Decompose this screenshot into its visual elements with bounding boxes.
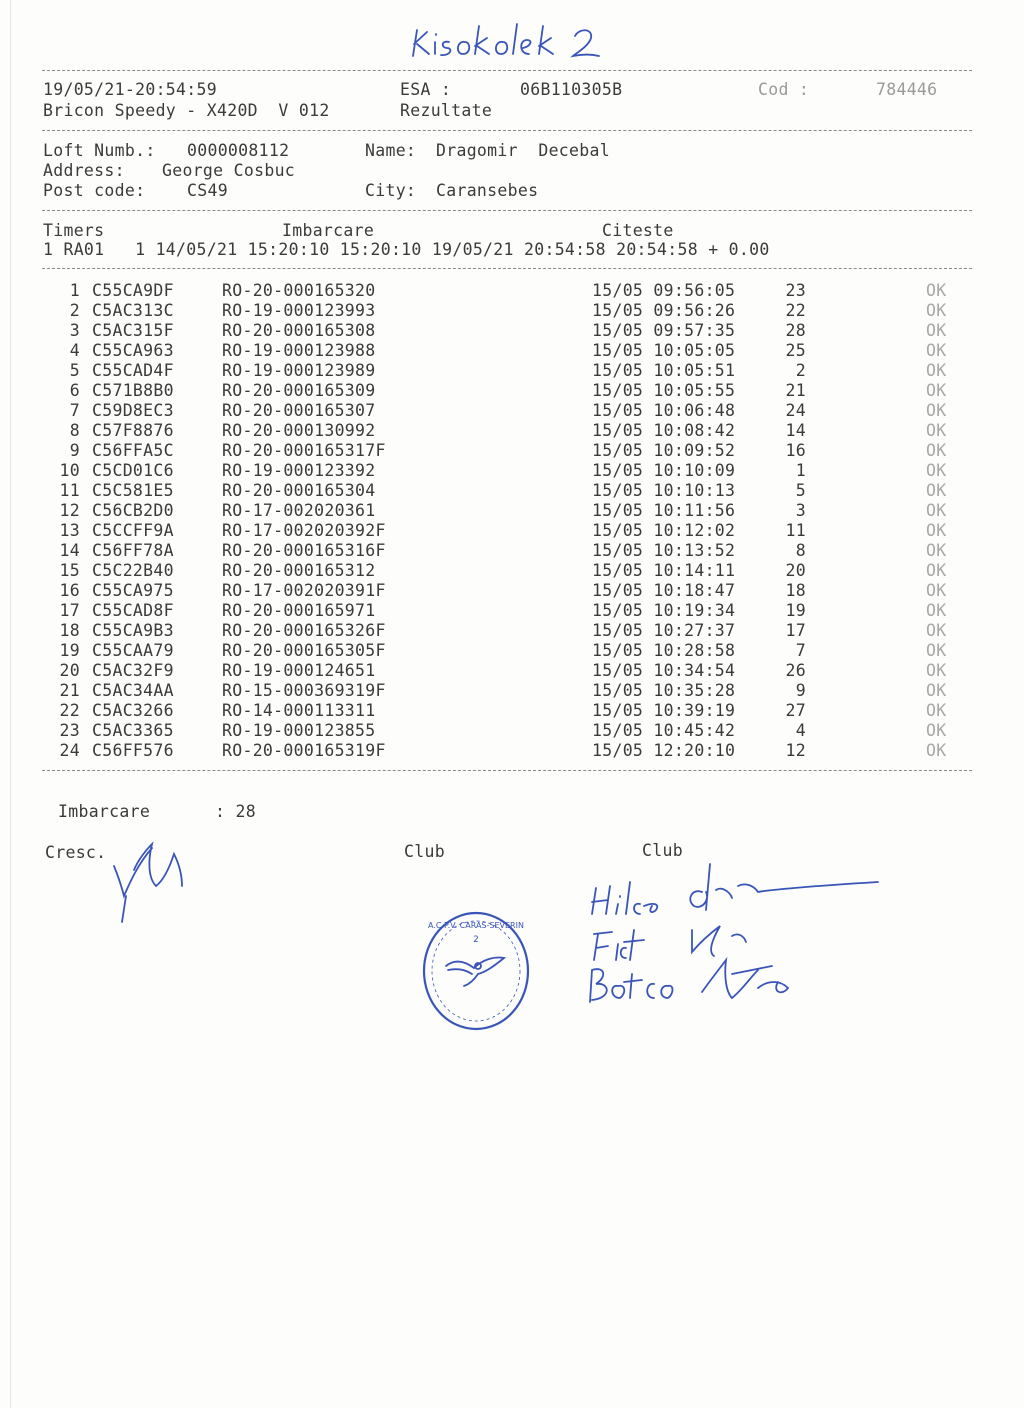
status-badge: OK bbox=[926, 561, 947, 580]
table-row bbox=[0, 601, 1024, 621]
status-badge: OK bbox=[926, 741, 947, 760]
basket-order: 14 bbox=[785, 421, 806, 440]
row-number: 11 bbox=[59, 481, 80, 500]
ring-number: RO-19-000123392 bbox=[222, 461, 376, 480]
row-number: 4 bbox=[69, 341, 80, 360]
row-number: 20 bbox=[59, 661, 80, 680]
status-badge: OK bbox=[926, 581, 947, 600]
arrival-time: 15/05 10:13:52 bbox=[592, 541, 736, 560]
arrival-time: 15/05 10:11:56 bbox=[592, 501, 736, 520]
ring-number: RO-19-000123993 bbox=[222, 301, 376, 320]
loft-number: 0000008112 bbox=[187, 141, 290, 160]
basket-order: 3 bbox=[795, 501, 806, 520]
ring-number: RO-19-000123989 bbox=[222, 361, 376, 380]
basket-order: 21 bbox=[785, 381, 806, 400]
basket-order: 27 bbox=[785, 701, 806, 720]
chip-id: C55CAA79 bbox=[92, 641, 174, 660]
ring-number: RO-20-000165307 bbox=[222, 401, 376, 420]
row-number: 17 bbox=[59, 601, 80, 620]
basket-order: 12 bbox=[785, 741, 806, 760]
club-signatures bbox=[582, 852, 882, 1012]
table-row bbox=[0, 561, 1024, 581]
cresc-label: Cresc. bbox=[45, 843, 107, 862]
club-label: Club bbox=[642, 841, 683, 860]
arrival-time: 15/05 10:10:09 bbox=[592, 461, 736, 480]
status-badge: OK bbox=[926, 541, 947, 560]
arrival-time: 15/05 10:34:54 bbox=[592, 661, 736, 680]
basket-order: 5 bbox=[795, 481, 806, 500]
club-label: Club bbox=[404, 842, 445, 861]
table-row bbox=[0, 401, 1024, 421]
address-label: Address: bbox=[43, 161, 125, 180]
row-number: 5 bbox=[69, 361, 80, 380]
chip-id: C5AC313C bbox=[92, 301, 174, 320]
ring-number: RO-17-002020391F bbox=[222, 581, 386, 600]
city-value: Caransebes bbox=[436, 181, 539, 200]
chip-id: C56FFA5C bbox=[92, 441, 174, 460]
status-badge: OK bbox=[926, 281, 947, 300]
report-mode: Rezultate bbox=[400, 101, 493, 120]
table-row bbox=[0, 361, 1024, 381]
table-row bbox=[0, 301, 1024, 321]
status-badge: OK bbox=[926, 641, 947, 660]
row-number: 12 bbox=[59, 501, 80, 520]
chip-id: C57F8876 bbox=[92, 421, 174, 440]
arrival-time: 15/05 09:57:35 bbox=[592, 321, 736, 340]
status-badge: OK bbox=[926, 501, 947, 520]
chip-id: C56FF78A bbox=[92, 541, 174, 560]
breeder-signature-graphic bbox=[108, 830, 198, 926]
chip-id: C59D8EC3 bbox=[92, 401, 174, 420]
basket-order: 20 bbox=[785, 561, 806, 580]
ring-number: RO-20-000165326F bbox=[222, 621, 386, 640]
status-badge: OK bbox=[926, 301, 947, 320]
basket-order: 8 bbox=[795, 541, 806, 560]
ring-number: RO-19-000123855 bbox=[222, 721, 376, 740]
basket-order: 18 bbox=[785, 581, 806, 600]
table-row bbox=[0, 661, 1024, 681]
basket-order: 28 bbox=[785, 321, 806, 340]
basket-order: 1 bbox=[795, 461, 806, 480]
row-number: 18 bbox=[59, 621, 80, 640]
table-row bbox=[0, 681, 1024, 701]
status-badge: OK bbox=[926, 341, 947, 360]
table-row bbox=[0, 521, 1024, 541]
table-row bbox=[0, 621, 1024, 641]
table-row bbox=[0, 381, 1024, 401]
device-info: Bricon Speedy - X420D V 012 bbox=[43, 101, 330, 120]
basket-order: 23 bbox=[785, 281, 806, 300]
table-row bbox=[0, 461, 1024, 481]
chip-id: C55CA975 bbox=[92, 581, 174, 600]
arrival-time: 15/05 10:09:52 bbox=[592, 441, 736, 460]
table-row bbox=[0, 441, 1024, 461]
chip-id: C5AC34AA bbox=[92, 681, 174, 700]
ring-number: RO-20-000165316F bbox=[222, 541, 386, 560]
name-label: Name: bbox=[365, 141, 417, 160]
basket-order: 11 bbox=[785, 521, 806, 540]
post-code-value: CS49 bbox=[187, 181, 228, 200]
imbarcare-total-value: : 28 bbox=[215, 802, 256, 821]
row-number: 21 bbox=[59, 681, 80, 700]
fancier-name: Dragomir Decebal bbox=[436, 141, 610, 160]
ring-number: RO-20-000165317F bbox=[222, 441, 386, 460]
chip-id: C55CA9DF bbox=[92, 281, 174, 300]
status-badge: OK bbox=[926, 321, 947, 340]
arrival-time: 15/05 10:28:58 bbox=[592, 641, 736, 660]
table-row bbox=[0, 721, 1024, 741]
chip-id: C56FF576 bbox=[92, 741, 174, 760]
chip-id: C5AC3365 bbox=[92, 721, 174, 740]
arrival-time: 15/05 10:05:55 bbox=[592, 381, 736, 400]
chip-id: C5C22B40 bbox=[92, 561, 174, 580]
table-row bbox=[0, 641, 1024, 661]
timer-row: 1 RA01 1 14/05/21 15:20:10 15:20:10 19/05/21 20:54:58 20:54:58 + 0.00 bbox=[43, 240, 770, 259]
row-number: 14 bbox=[59, 541, 80, 560]
arrival-time: 15/05 10:39:19 bbox=[592, 701, 736, 720]
status-badge: OK bbox=[926, 681, 947, 700]
row-number: 6 bbox=[69, 381, 80, 400]
arrival-time: 15/05 10:35:28 bbox=[592, 681, 736, 700]
basket-order: 4 bbox=[795, 721, 806, 740]
basket-order: 2 bbox=[795, 361, 806, 380]
row-number: 19 bbox=[59, 641, 80, 660]
table-row bbox=[0, 281, 1024, 301]
row-number: 15 bbox=[59, 561, 80, 580]
cod-label: Cod : bbox=[758, 80, 810, 99]
basket-order: 22 bbox=[785, 301, 806, 320]
basket-order: 25 bbox=[785, 341, 806, 360]
imbarcare-total-label: Imbarcare bbox=[58, 802, 151, 821]
basket-order: 24 bbox=[785, 401, 806, 420]
chip-id: C55CAD8F bbox=[92, 601, 174, 620]
row-number: 7 bbox=[69, 401, 80, 420]
chip-id: C5C581E5 bbox=[92, 481, 174, 500]
row-number: 13 bbox=[59, 521, 80, 540]
status-badge: OK bbox=[926, 721, 947, 740]
stamp-text: A.C.P.V. CARAS-SEVERIN bbox=[428, 921, 524, 930]
status-badge: OK bbox=[926, 701, 947, 720]
ring-number: RO-20-000165320 bbox=[222, 281, 376, 300]
stamp-number: 2 bbox=[473, 935, 479, 945]
status-badge: OK bbox=[926, 521, 947, 540]
row-number: 9 bbox=[69, 441, 80, 460]
arrival-time: 15/05 10:10:13 bbox=[592, 481, 736, 500]
address-value: George Cosbuc bbox=[162, 161, 296, 180]
table-row bbox=[0, 321, 1024, 341]
basket-order: 26 bbox=[785, 661, 806, 680]
table-row bbox=[0, 581, 1024, 601]
row-number: 24 bbox=[59, 741, 80, 760]
basket-order: 16 bbox=[785, 441, 806, 460]
arrival-time: 15/05 10:05:05 bbox=[592, 341, 736, 360]
club-stamp bbox=[418, 908, 534, 1034]
club-signatures-graphic bbox=[582, 852, 882, 1012]
table-row bbox=[0, 741, 1024, 761]
row-number: 23 bbox=[59, 721, 80, 740]
arrival-time: 15/05 10:14:11 bbox=[592, 561, 736, 580]
table-row bbox=[0, 541, 1024, 561]
separator-line bbox=[42, 770, 972, 771]
table-row bbox=[0, 421, 1024, 441]
city-label: City: bbox=[365, 181, 417, 200]
table-row bbox=[0, 701, 1024, 721]
chip-id: C5CD01C6 bbox=[92, 461, 174, 480]
esa-value: 06B110305B bbox=[520, 80, 623, 99]
cod-value: 784446 bbox=[876, 80, 938, 99]
arrival-time: 15/05 12:20:10 bbox=[592, 741, 736, 760]
basket-order: 17 bbox=[785, 621, 806, 640]
arrival-time: 15/05 10:18:47 bbox=[592, 581, 736, 600]
basket-order: 9 bbox=[795, 681, 806, 700]
ring-number: RO-20-000165319F bbox=[222, 741, 386, 760]
chip-id: C5AC315F bbox=[92, 321, 174, 340]
timers-label: Timers bbox=[43, 221, 105, 240]
arrival-time: 15/05 09:56:26 bbox=[592, 301, 736, 320]
ring-number: RO-19-000124651 bbox=[222, 661, 376, 680]
loft-label: Loft Numb.: bbox=[43, 141, 156, 160]
row-number: 8 bbox=[69, 421, 80, 440]
ring-number: RO-17-002020392F bbox=[222, 521, 386, 540]
table-row bbox=[0, 501, 1024, 521]
separator-line bbox=[42, 268, 972, 269]
ring-number: RO-14-000113311 bbox=[222, 701, 376, 720]
ring-number: RO-20-000165309 bbox=[222, 381, 376, 400]
row-number: 16 bbox=[59, 581, 80, 600]
arrival-time: 15/05 10:05:51 bbox=[592, 361, 736, 380]
status-badge: OK bbox=[926, 381, 947, 400]
chip-id: C5AC32F9 bbox=[92, 661, 174, 680]
table-row bbox=[0, 481, 1024, 501]
ring-number: RO-20-000165312 bbox=[222, 561, 376, 580]
row-number: 1 bbox=[69, 281, 80, 300]
status-badge: OK bbox=[926, 401, 947, 420]
arrival-time: 15/05 10:45:42 bbox=[592, 721, 736, 740]
imbarcare-header: Imbarcare bbox=[282, 221, 375, 240]
arrival-time: 15/05 09:56:05 bbox=[592, 281, 736, 300]
ring-number: RO-17-002020361 bbox=[222, 501, 376, 520]
chip-id: C5AC3266 bbox=[92, 701, 174, 720]
row-number: 22 bbox=[59, 701, 80, 720]
print-datetime: 19/05/21-20:54:59 bbox=[43, 80, 217, 99]
status-badge: OK bbox=[926, 481, 947, 500]
status-badge: OK bbox=[926, 601, 947, 620]
chip-id: C55CAD4F bbox=[92, 361, 174, 380]
table-row bbox=[0, 341, 1024, 361]
club-stamp-graphic bbox=[418, 908, 534, 1034]
chip-id: C55CA963 bbox=[92, 341, 174, 360]
separator-line bbox=[42, 130, 972, 131]
ring-number: RO-20-000165308 bbox=[222, 321, 376, 340]
ring-number: RO-15-000369319F bbox=[222, 681, 386, 700]
chip-id: C5CCFF9A bbox=[92, 521, 174, 540]
separator-line bbox=[42, 210, 972, 211]
arrival-time: 15/05 10:19:34 bbox=[592, 601, 736, 620]
status-badge: OK bbox=[926, 621, 947, 640]
status-badge: OK bbox=[926, 361, 947, 380]
post-code-label: Post code: bbox=[43, 181, 146, 200]
arrival-time: 15/05 10:06:48 bbox=[592, 401, 736, 420]
esa-label: ESA : bbox=[400, 80, 452, 99]
row-number: 3 bbox=[69, 321, 80, 340]
chip-id: C55CA9B3 bbox=[92, 621, 174, 640]
citeste-header: Citeste bbox=[602, 221, 674, 240]
basket-order: 7 bbox=[795, 641, 806, 660]
ring-number: RO-20-000165305F bbox=[222, 641, 386, 660]
ring-number: RO-19-000123988 bbox=[222, 341, 376, 360]
handwritten-title bbox=[405, 18, 615, 68]
status-badge: OK bbox=[926, 421, 947, 440]
breeder-signature bbox=[108, 830, 198, 926]
separator-line bbox=[42, 70, 972, 71]
ring-number: RO-20-000165304 bbox=[222, 481, 376, 500]
handwritten-title-graphic bbox=[405, 18, 615, 68]
status-badge: OK bbox=[926, 461, 947, 480]
arrival-time: 15/05 10:12:02 bbox=[592, 521, 736, 540]
row-number: 10 bbox=[59, 461, 80, 480]
ring-number: RO-20-000165971 bbox=[222, 601, 376, 620]
ring-number: RO-20-000130992 bbox=[222, 421, 376, 440]
row-number: 2 bbox=[69, 301, 80, 320]
status-badge: OK bbox=[926, 661, 947, 680]
chip-id: C571B8B0 bbox=[92, 381, 174, 400]
status-badge: OK bbox=[926, 441, 947, 460]
arrival-time: 15/05 10:08:42 bbox=[592, 421, 736, 440]
arrival-time: 15/05 10:27:37 bbox=[592, 621, 736, 640]
basket-order: 19 bbox=[785, 601, 806, 620]
chip-id: C56CB2D0 bbox=[92, 501, 174, 520]
